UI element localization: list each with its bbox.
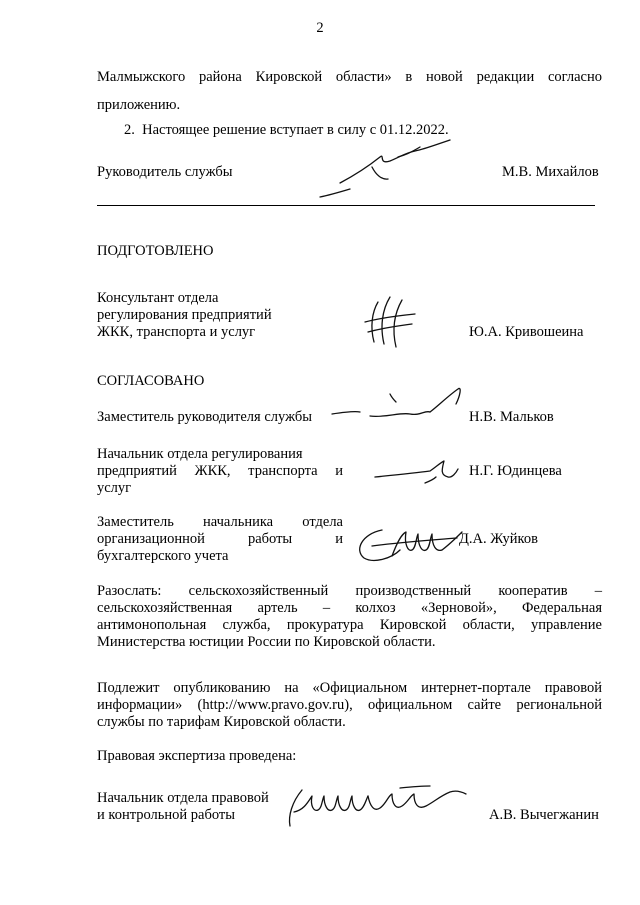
prepared-position-line-2: регулирования предприятий [97,307,272,323]
distribution-line-2: сельскохозяйственная артель – колхоз «Зерновой», Федеральная [97,600,602,616]
signer1-name: Н.В. Мальков [469,409,554,425]
signer3-name: Д.А. Жуйков [459,531,538,547]
signer3-position-line-2: организационной работы и [97,531,343,547]
prepared-signature [360,292,420,352]
signer2-position-line-2: предприятий ЖКК, транспорта и [97,463,343,479]
signer1-signature [330,384,470,434]
continuation-line-2: приложению. [97,97,181,113]
signer3-signature [352,520,472,570]
signer1-position: Заместитель руководителя службы [97,409,313,425]
page-number: 2 [316,20,324,36]
legal-head-position-line-2: и контрольной работы [97,807,235,823]
prepared-heading: ПОДГОТОВЛЕНО [97,243,214,259]
prepared-position-line-3: ЖКК, транспорта и услуг [97,324,256,340]
signer2-name: Н.Г. Юдинцева [469,463,562,479]
distribution-line-1: Разослать: сельскохозяйственный производственный кооператив – [97,583,602,599]
prepared-name: Ю.А. Кривошеина [469,324,584,340]
head-position: Руководитель службы [97,164,233,180]
signature-rule [97,205,595,206]
head-signature [310,135,470,205]
legal-review: Правовая экспертиза проведена: [97,748,297,764]
publication-line-1: Подлежит опубликованию на «Официальном интернет-портале правовой [97,680,602,696]
signer2-position-line-3: услуг [97,480,132,496]
distribution-line-3: антимонопольная служба, прокуратура Кировской области, управление [97,617,602,633]
signer3-position-line-3: бухгалтерского учета [97,548,229,564]
head-name: М.В. Михайлов [502,164,599,180]
publication-line-3: службы по тарифам Кировской области. [97,714,346,730]
signer3-position-line-1: Заместитель начальника отдела [97,514,343,530]
prepared-position-line-1: Консультант отдела [97,290,219,306]
continuation-line-1: Малмыжского района Кировской области» в новой редакции согласно [97,69,602,85]
legal-head-signature [280,782,470,832]
distribution-line-4: Министерства юстиции России по Кировской области. [97,634,436,650]
agreed-heading: СОГЛАСОВАНО [97,373,205,389]
publication-line-2: информации» (http://www.pravo.gov.ru), официальном сайте региональной [97,697,602,713]
signer2-signature [370,455,460,490]
legal-head-position-line-1: Начальник отдела правовой [97,790,269,806]
legal-head-name: А.В. Вычегжанин [489,807,599,823]
item-2: 2. Настоящее решение вступает в силу с 01.12.2022. [124,122,449,138]
signer2-position-line-1: Начальник отдела регулирования [97,446,303,462]
